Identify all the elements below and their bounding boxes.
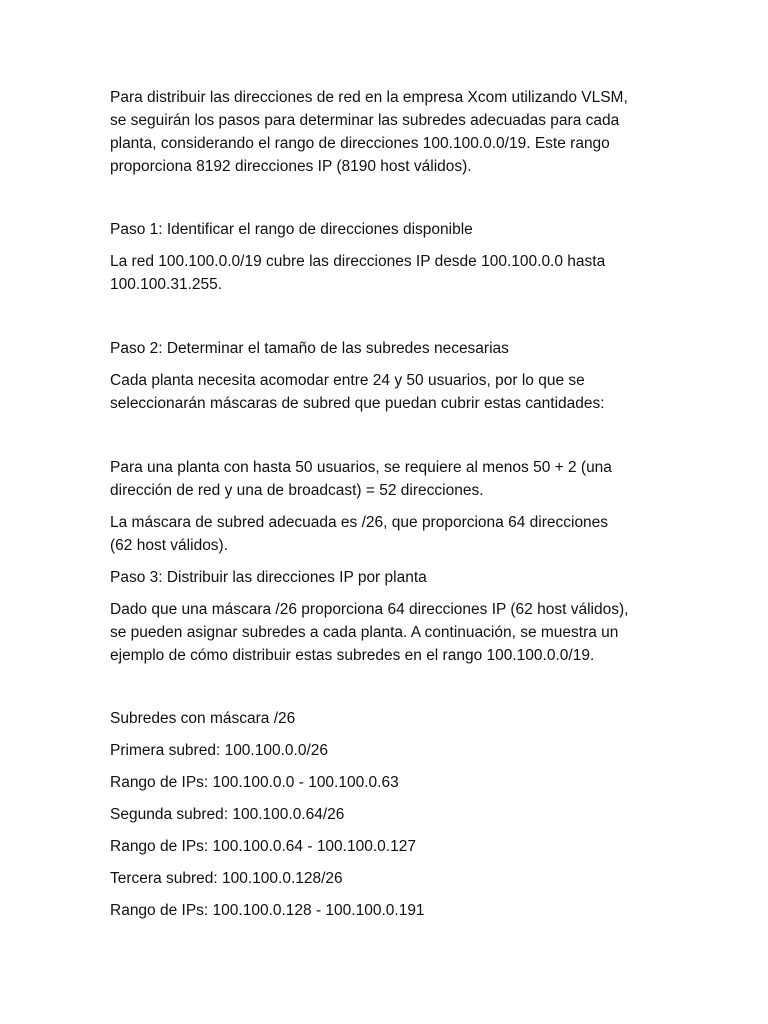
intro-line: planta, considerando el rango de direcciones 100.100.0.0/19. Este rango (110, 135, 610, 152)
step1-heading: Paso 1: Identificar el rango de direcciones disponible (110, 221, 473, 238)
intro-line: se seguirán los pasos para determinar las subredes adecuadas para cada (110, 112, 620, 129)
intro-line: Para distribuir las direcciones de red en la empresa Xcom utilizando VLSM, (110, 89, 628, 106)
step2-text-line: Cada planta necesita acomodar entre 24 y 50 usuarios, por lo que se (110, 372, 585, 389)
step2-heading: Paso 2: Determinar el tamaño de las subredes necesarias (110, 340, 509, 357)
subnet-item: Tercera subred: 100.100.0.128/26 (110, 870, 343, 887)
step3-text-line: Dado que una máscara /26 proporciona 64 direcciones IP (62 host válidos), (110, 601, 629, 618)
subnet-range: Rango de IPs: 100.100.0.128 - 100.100.0.191 (110, 902, 425, 919)
subnet-item: Primera subred: 100.100.0.0/26 (110, 742, 328, 759)
step2-detail-line: dirección de red y una de broadcast) = 52 direcciones. (110, 482, 484, 499)
step2-detail-line: La máscara de subred adecuada es /26, que proporciona 64 direcciones (110, 514, 609, 531)
step1-text-line: 100.100.31.255. (110, 276, 223, 293)
intro-line: proporciona 8192 direcciones IP (8190 host válidos). (110, 158, 472, 175)
step3-text-line: se pueden asignar subredes a cada planta. A continuación, se muestra un (110, 624, 619, 641)
subnets-heading: Subredes con máscara /26 (110, 710, 296, 727)
subnet-item: Segunda subred: 100.100.0.64/26 (110, 806, 345, 823)
step2-text-line: seleccionarán máscaras de subred que puedan cubrir estas cantidades: (110, 395, 605, 412)
step3-text-line: ejemplo de cómo distribuir estas subredes en el rango 100.100.0.0/19. (110, 647, 595, 664)
step2-detail-line: (62 host válidos). (110, 537, 229, 554)
step3-heading: Paso 3: Distribuir las direcciones IP por planta (110, 569, 427, 586)
subnet-range: Rango de IPs: 100.100.0.0 - 100.100.0.63 (110, 774, 399, 791)
subnet-range: Rango de IPs: 100.100.0.64 - 100.100.0.127 (110, 838, 416, 855)
step2-detail-line: Para una planta con hasta 50 usuarios, se requiere al menos 50 + 2 (una (110, 459, 612, 476)
step1-text-line: La red 100.100.0.0/19 cubre las direcciones IP desde 100.100.0.0 hasta (110, 253, 606, 270)
